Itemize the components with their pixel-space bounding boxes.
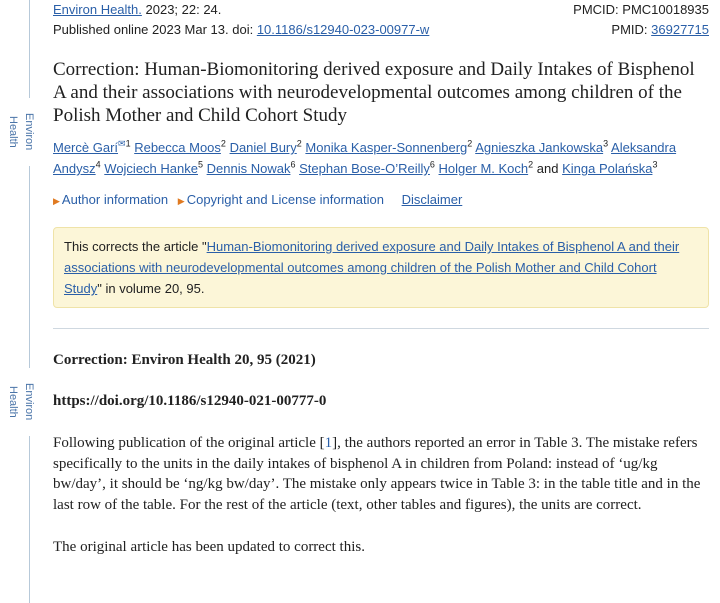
doi-link[interactable]: 10.1186/s12940-023-00977-w (256, 22, 430, 37)
copyright-toggle[interactable]: Copyright and License information (186, 192, 384, 207)
author-affiliation-number: 2 (296, 138, 302, 149)
expand-triangle-icon: ▶ (53, 196, 60, 206)
author-link[interactable]: Dennis Nowak (206, 161, 291, 176)
paragraph-text: Following publication of the original article [ (53, 435, 325, 451)
pmid-label: PMID: (611, 22, 652, 37)
body-paragraph: The original article has been updated to correct this. (53, 538, 365, 555)
author-link[interactable]: Monika Kasper-Sonnenberg (305, 140, 468, 155)
article-content (53, 0, 709, 558)
author-affiliation-number: 5 (197, 159, 203, 170)
author-link[interactable]: Daniel Bury (229, 140, 297, 155)
author-link[interactable]: Agnieszka Jankowska (475, 140, 604, 155)
author-affiliation-number: 2 (467, 138, 473, 149)
author-link[interactable]: Kinga Polańska (562, 161, 653, 176)
citation-text: 2023; 22: 24. (141, 2, 222, 17)
section-divider (53, 328, 709, 329)
article-meta (53, 0, 709, 42)
correction-heading: Correction: Environ Health 20, 95 (2021) (53, 352, 316, 368)
body-paragraph (53, 433, 709, 516)
sidebar-rule (29, 0, 30, 603)
author-link[interactable]: Holger M. Koch (438, 161, 529, 176)
author-affiliation-number: 6 (290, 159, 296, 170)
corrected-article-link[interactable]: Human-Biomonitoring derived exposure and Daily Intakes of Bisphenol A and their associations with neurodevelopmental outcomes among children of the Polish Mother and Child Cohort Study (64, 239, 680, 296)
journal-link[interactable]: Environ Health. (53, 2, 142, 17)
author-list (53, 137, 709, 179)
author-affiliation-number: 1 (125, 138, 131, 149)
author-affiliation-number: 2 (528, 159, 534, 170)
author-affiliation-number: 2 (220, 138, 226, 149)
info-links (53, 189, 709, 211)
expand-triangle-icon: ▶ (177, 196, 185, 206)
author-link[interactable]: Aleksandra Andysz (53, 140, 677, 176)
doi-heading: https://doi.org/10.1186/s12940-021-00777-0 (53, 393, 327, 409)
pmid (611, 20, 709, 40)
disclaimer-link[interactable]: Disclaimer (401, 192, 463, 207)
author-affiliation-number: 3 (603, 138, 609, 149)
author-link[interactable]: Mercè Garí (53, 140, 119, 155)
article-title: Correction: Human-Biomonitoring derived exposure and Daily Intakes of Bisphenol A and their associations with neurodevelopmental outcomes among children of the Polish Mother and Child Cohort Study (53, 59, 695, 126)
reference-link[interactable]: 1 (324, 435, 333, 451)
author-link[interactable]: Rebecca Moos (134, 140, 221, 155)
author-affiliation-number: 6 (429, 159, 435, 170)
sidebar-journal-label: Environ Health (21, 368, 37, 436)
author-list-and: and (536, 161, 559, 176)
published-date: Published online 2023 Mar 13. doi: (53, 22, 257, 37)
sidebar-journal-label: Environ Health (21, 98, 37, 166)
pmcid: PMCID: PMC10018935 (573, 2, 709, 17)
paragraph-text: ], the authors reported an error in Table 3. The mistake refers specifically to the units in the daily intakes of bisphenol A in children from Poland: instead of ‘ug/kg bw/day’, it should be ‘ng/kg bw/day’. The mistake only appears twice in Table 3: in the table title and in the last row of the table. For the rest of the article (text, other tables and figures), the units are correct. (53, 435, 701, 514)
notice-suffix: " in volume 20, 95. (97, 281, 205, 296)
notice-prefix: This corrects the article " (64, 239, 207, 254)
author-link[interactable]: Wojciech Hanke (104, 161, 198, 176)
author-affiliation-number: 4 (95, 159, 101, 170)
correction-notice (53, 227, 709, 308)
pmid-link[interactable]: 36927715 (651, 22, 709, 37)
sidebar-journal-strip (0, 0, 38, 603)
author-link[interactable]: Stephan Bose-O’Reilly (299, 161, 430, 176)
envelope-icon[interactable]: ✉ (118, 138, 126, 149)
author-information-toggle[interactable]: Author information (61, 192, 169, 207)
author-affiliation-number: 3 (652, 159, 658, 170)
